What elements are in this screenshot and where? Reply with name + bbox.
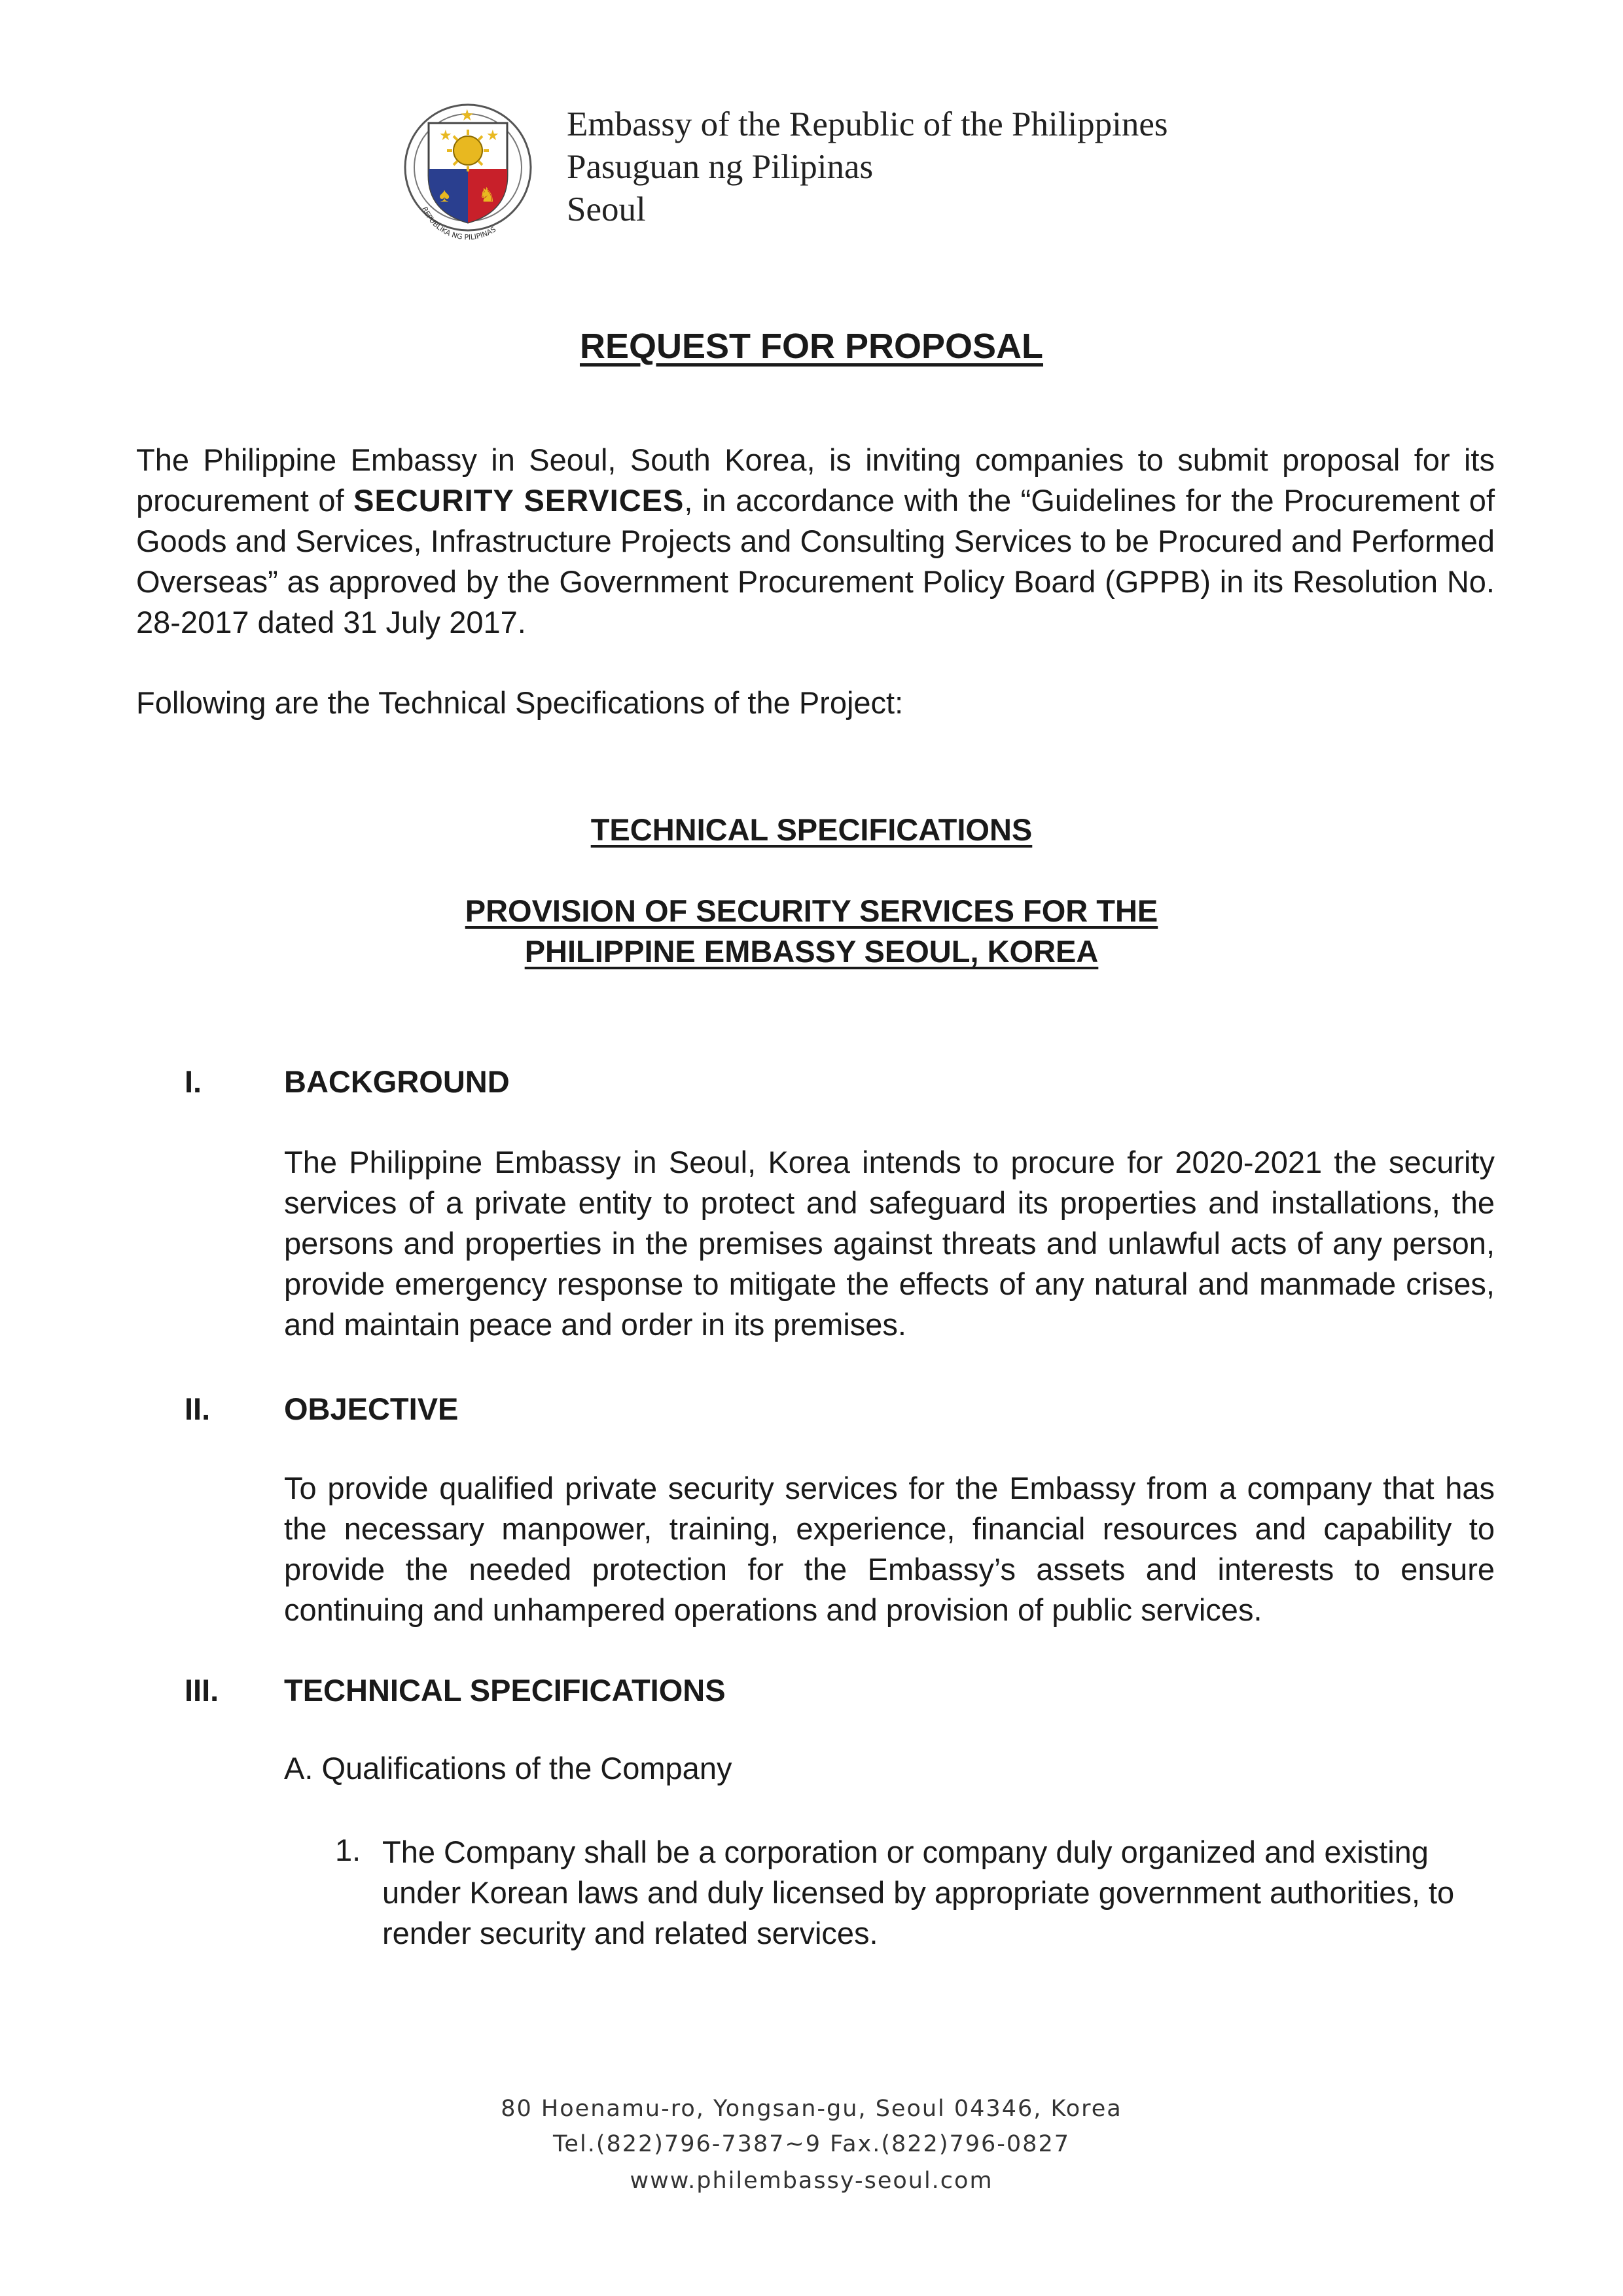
letterhead-line-2: Pasuguan ng Pilipinas <box>567 148 874 186</box>
intro-paragraph <box>136 440 1495 643</box>
section-title: TECHNICAL SPECIFICATIONS <box>284 1673 726 1708</box>
provision-heading-line-1: PROVISION OF SECURITY SERVICES FOR THE <box>465 893 1158 928</box>
svg-text:★: ★ <box>486 127 499 143</box>
footer-phones: Tel.(822)796-7387~9 Fax.(822)796-0827 <box>553 2131 1070 2157</box>
section-number: II. <box>185 1391 211 1426</box>
coat-of-arms-icon <box>402 97 533 242</box>
provision-heading-line-2: PHILIPPINE EMBASSY SEOUL, KOREA <box>524 934 1099 969</box>
section-body: The Philippine Embassy in Seoul, Korea intends to procure for 2020-2021 the security services of a private entity to protect and safeguard its properties and installations, the persons and properties in the premises against threats and unlawful acts of any person, provide emergency response to mitigate the effects of any natural and manmade crises, and maintain peace and order in its premises. <box>284 1145 1495 1342</box>
intro-text-pre: The Philippine Embassy in Seoul, South Korea, is inviting companies to submit proposal for its procurement of <box>136 442 1495 518</box>
list-item-number: 1. <box>335 1833 361 1867</box>
list-item-text: The Company shall be a corporation or company duly organized and existing under Korean laws and duly licensed by appropriate government authorities, to render security and related services. <box>382 1835 1455 1950</box>
svg-text:♠: ♠ <box>439 185 450 206</box>
subsection-heading: A. Qualifications of the Company <box>284 1751 732 1785</box>
letterhead-line-3: Seoul <box>567 190 646 228</box>
following-line: Following are the Technical Specifications of the Project: <box>136 685 904 720</box>
section-body: To provide qualified private security services for the Embassy from a company that has the necessary manpower, training, experience, financial resources and capability to provide the needed protection for the Embassy’s assets and interests to ensure continuing and unhampered operations and provision of public services. <box>284 1471 1495 1627</box>
section-title: BACKGROUND <box>284 1064 510 1099</box>
intro-text-post: , in accordance with the “Guidelines for the Procurement of Goods and Services, Infrastructure Projects and Consulting Services to be Procured and Performed Overseas” as approved by the Government Procurement Policy Board (GPPB) in its Resolution No. 28-2017 dated 31 July 2017. <box>136 483 1495 639</box>
letterhead <box>567 103 1168 231</box>
footer-address: 80 Hoenamu-ro, Yongsan-gu, Seoul 04346, Korea <box>501 2096 1122 2122</box>
technical-specifications-heading: TECHNICAL SPECIFICATIONS <box>590 812 1033 847</box>
section-number: III. <box>185 1673 219 1708</box>
intro-text-bold: SECURITY SERVICES <box>353 483 685 518</box>
section-title: OBJECTIVE <box>284 1391 459 1426</box>
section-number: I. <box>185 1064 202 1099</box>
svg-text:♞: ♞ <box>478 185 496 206</box>
svg-text:★: ★ <box>439 127 452 143</box>
letterhead-line-1: Embassy of the Republic of the Philippines <box>567 105 1168 143</box>
svg-text:REPUBLIKA NG PILIPINAS: REPUBLIKA NG PILIPINAS <box>420 205 498 242</box>
footer-website: www.philembassy-seoul.com <box>630 2168 993 2194</box>
document-title: REQUEST FOR PROPOSAL <box>579 327 1044 366</box>
provision-heading <box>0 891 1623 972</box>
svg-text:★: ★ <box>460 107 474 124</box>
